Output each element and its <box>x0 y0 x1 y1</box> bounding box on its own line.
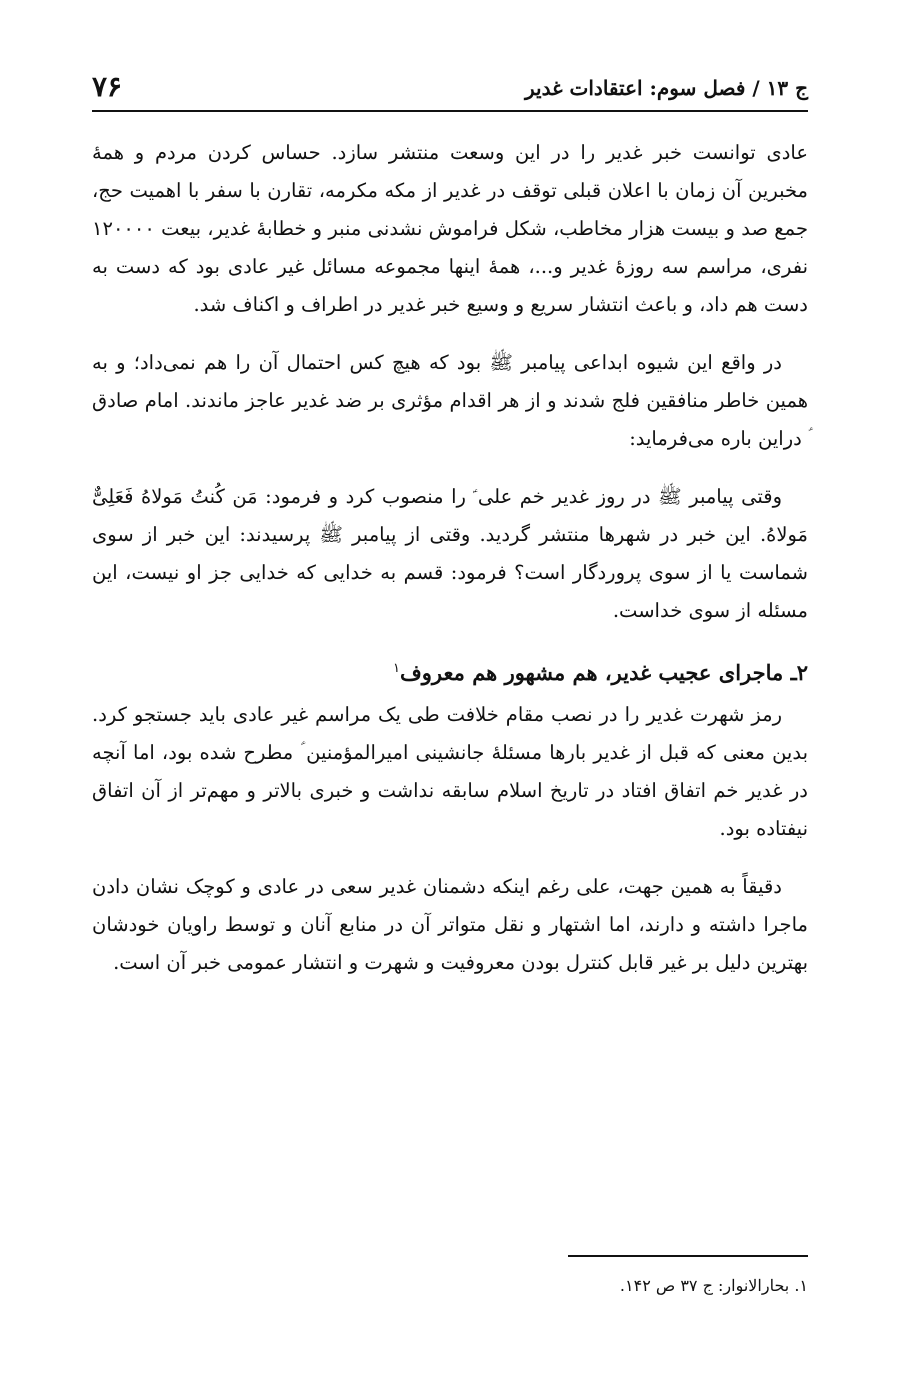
section-heading <box>92 650 808 692</box>
page-header <box>92 60 808 112</box>
page-body <box>92 134 808 982</box>
book-page <box>92 60 808 1002</box>
paragraph-4: رمز شهرت غدیر را در نصب مقام خلافت طی یک مراسم غیر عادی باید جستجو کرد. بدین معنی که قبل از غدیر بارها مسئلهٔ جانشینی امیرالمؤمنین ؑ مطرح شده بود، اما آنچه در غدیر خم اتفاق افتاد در تاریخ اسلام سابقه نداشت و خبری بالاتر و مهم‌تر از آن اتفاق نیفتاده بود. <box>92 703 808 840</box>
footnote-divider <box>568 1255 808 1257</box>
footnote-marker: ۱ <box>393 661 401 676</box>
footnote: ۱. بحارالانوار: ج ۳۷ ص ۱۴۲. <box>619 1276 808 1295</box>
section-heading-text: ۲ـ ماجرای عجیب غدیر، هم مشهور هم معروف <box>400 660 808 685</box>
paragraph-3: وقتی پیامبر ﷺ در روز غدیر خم علی ؑ را منصوب کرد و فرمود: مَن کُنتُ مَولاهُ فَعَلِیٌّ مَولاهُ. این خبر در شهرها منتشر گردید. وقتی از پیامبر ﷺ پرسیدند: این خبر از سوی شماست یا از سوی پروردگار است؟ فرمود: قسم به خدایی که خدایی جز او نیست، این مسئله از سوی خداست. <box>92 485 808 622</box>
paragraph-5: دقیقاً به همین جهت، علی رغم اینکه دشمنان غدیر سعی در عادی و کوچک نشان دادن ماجرا داشته و دارند، اما اشتهار و نقل متواتر آن در منابع آنان و توسط راویان خودشان بهترین دلیل بر غیر قابل کنترل بودن معروفیت و شهرت و انتشار عمومی خبر آن است. <box>92 875 808 974</box>
running-title: ج ۱۳ / فصل سوم: اعتقادات غدیر <box>525 76 808 100</box>
paragraph-2: در واقع این شیوه ابداعی پیامبر ﷺ بود که هیچ کس احتمال آن را هم نمی‌داد؛ و به همین خاطر منافقین فلج شدند و از هر اقدام مؤثری بر ضد غدیر عاجز ماندند. امام صادق ؑ دراین باره می‌فرماید: <box>92 351 808 450</box>
paragraph-1: عادی توانست خبر غدیر را در این وسعت منتشر سازد. حساس کردن مردم و همهٔ مخبرین آن زمان با اعلان قبلی توقف در غدیر از مکه مکرمه، تقارن با سفر با اهمیت حج، جمع صد و بیست هزار مخاطب، شکل فراموش نشدنی منبر و خطابهٔ غدیر، بیعت ۱۲۰۰۰۰ نفری، مراسم سه روزهٔ غدیر و...، همهٔ اینها مجموعه مسائل غیر عادی بود که دست به دست هم داد، و باعث انتشار سریع و وسیع خبر غدیر در اطراف و اکناف شد. <box>92 141 808 316</box>
page-number: ۷۶ <box>92 70 123 103</box>
